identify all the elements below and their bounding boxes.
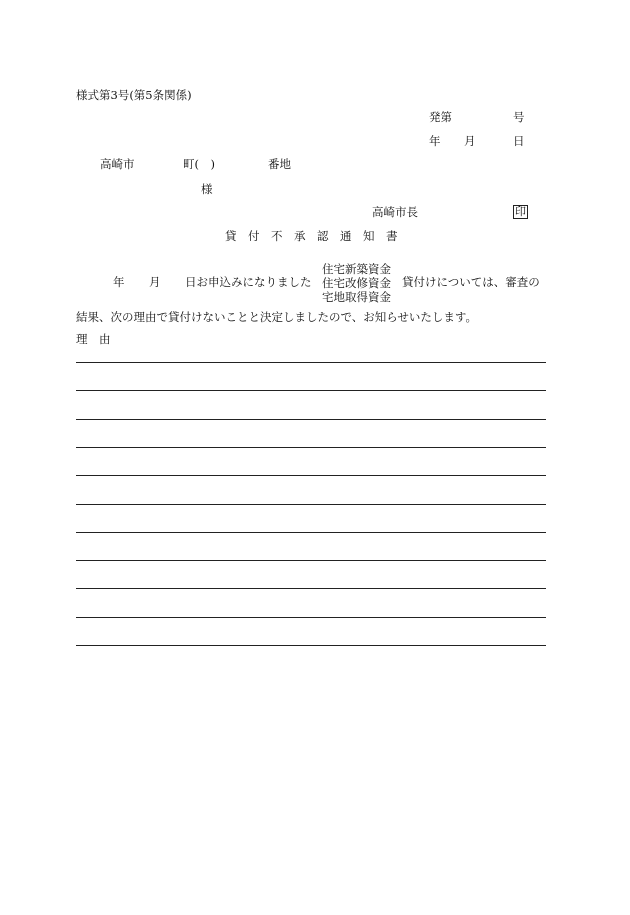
- reason-line: [76, 588, 546, 589]
- reason-label: 理 由: [76, 332, 111, 346]
- reason-line: [76, 447, 546, 448]
- fund-type-new-construction: 住宅新築資金: [322, 262, 391, 276]
- address-city: 高崎市: [100, 157, 135, 171]
- reason-line: [76, 390, 546, 391]
- body-after-funds: 貸付けについては、審査の: [402, 275, 540, 289]
- reason-line: [76, 475, 546, 476]
- reason-line: [76, 504, 546, 505]
- form-number-header: 様式第3号(第5条関係): [76, 88, 192, 102]
- date-day: 日: [513, 134, 525, 148]
- body-line-2: 結果、次の理由で貸付けないことと決定しましたので、お知らせいたします。: [76, 310, 478, 324]
- issuer-seal-mark: [513, 204, 528, 219]
- reason-line: [76, 560, 546, 561]
- reason-line: [76, 645, 546, 646]
- address-lot: 番地: [268, 157, 291, 171]
- fund-type-list: [322, 262, 391, 304]
- address-town: 町( ): [183, 157, 215, 171]
- issue-number-suffix: 号: [513, 110, 525, 124]
- body-applied-text: 日お申込みになりました: [185, 275, 312, 289]
- reason-line: [76, 419, 546, 420]
- fund-type-land-acquisition: 宅地取得資金: [322, 290, 391, 304]
- fund-type-renovation: 住宅改修資金: [322, 276, 391, 290]
- issue-number-prefix: 発第: [429, 110, 452, 124]
- body-date-year: 年: [113, 275, 125, 289]
- issuer-title: 高崎市長: [372, 205, 418, 219]
- date-year: 年: [429, 134, 441, 148]
- addressee-honorific: 様: [201, 182, 213, 196]
- reason-line: [76, 532, 546, 533]
- date-month: 月: [464, 134, 476, 148]
- reason-line: [76, 362, 546, 363]
- body-date-month: 月: [149, 275, 161, 289]
- document-title: 貸 付 不 承 認 通 知 書: [225, 229, 398, 243]
- reason-line: [76, 617, 546, 618]
- seal-icon: 印: [515, 205, 526, 218]
